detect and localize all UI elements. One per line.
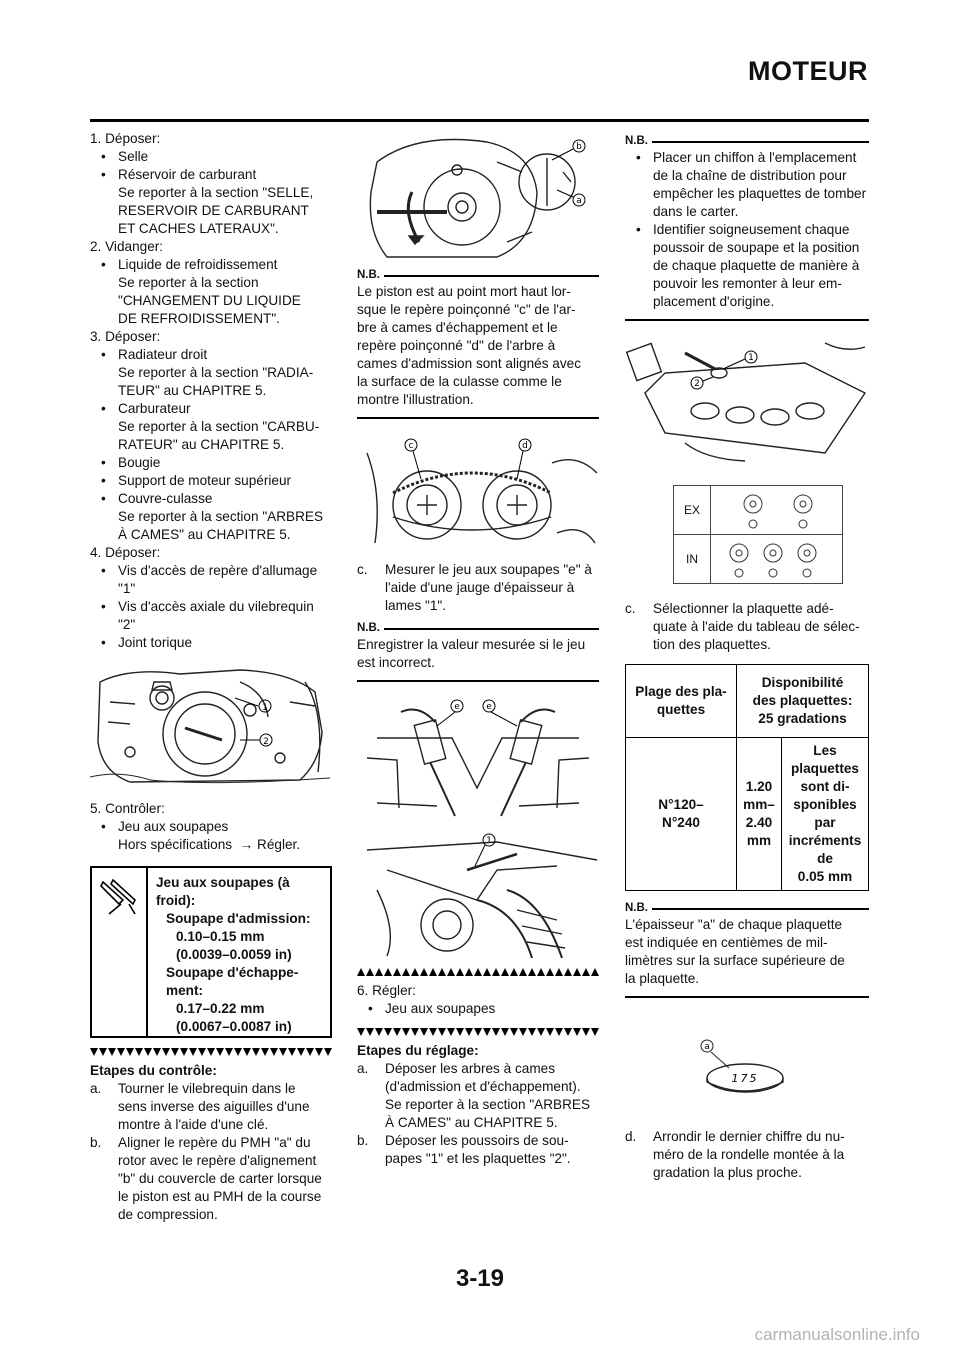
text-line: Mesurer le jeu aux soupapes "e" à (385, 562, 592, 577)
text-line: gradation la plus proche. (653, 1165, 802, 1180)
table-cell-range (626, 738, 737, 891)
triangle-mark (402, 968, 410, 976)
list-item: • Jeu aux soupapes (90, 818, 332, 836)
triangle-mark (402, 1028, 410, 1036)
callout-b: b (576, 142, 582, 152)
ref-line: Se reporter à la section "RADIA- (118, 365, 314, 380)
ref-line: "2" (118, 617, 136, 632)
triangle-mark (483, 968, 491, 976)
triangle-mark (519, 968, 527, 976)
list-item: • Carburateur (90, 400, 332, 418)
triangle-mark (366, 968, 374, 976)
text-line: À CAMES" au CHAPITRE 5. (385, 1115, 558, 1130)
text-line: "b" du couvercle de carter lorsque (118, 1171, 322, 1186)
adjust-label: Régler. (257, 837, 301, 852)
text-line: lames "1". (385, 598, 447, 613)
in-label: IN (674, 535, 711, 583)
list-item: • Radiateur droit (90, 346, 332, 364)
callout-c: c (408, 441, 414, 451)
ref-line: Se reporter à la section (118, 275, 259, 290)
ref-line: "CHANGEMENT DU LIQUIDE (118, 293, 301, 308)
figure-camshafts (357, 433, 599, 553)
cell-line: Plage des pla- (635, 684, 727, 699)
cell-line: Disponibilité (761, 675, 844, 690)
triangle-mark (225, 1048, 233, 1056)
feeler-gauge-drawing (357, 830, 599, 958)
step-5-title: 5. Contrôler: (90, 801, 165, 816)
list-item: • Selle (90, 148, 332, 166)
ref-line: TEUR" au CHAPITRE 5. (118, 383, 267, 398)
triangle-mark (429, 968, 437, 976)
note-line: est indiquée en centièmes de mil- (625, 935, 828, 950)
triangle-mark (270, 1048, 278, 1056)
triangle-mark (162, 1048, 170, 1056)
ref-line: Se reporter à la section "SELLE, (118, 185, 314, 200)
note-item: • Placer un chiffon à l'emplacement (625, 149, 869, 167)
list-item: • Support de moteur supérieur (90, 472, 332, 490)
header-rule (90, 119, 869, 122)
triangle-mark (537, 968, 545, 976)
text-line: Déposer les poussoirs de sou- (385, 1133, 569, 1148)
step-c: c. Mesurer le jeu aux soupapes "e" à l'aide d'une jauge d'épaisseur à lames "1". (357, 561, 599, 615)
text-line: quate à l'aide du tableau de sélec- (653, 619, 860, 634)
note-line: pouvoir les remonter à leur em- (653, 276, 842, 291)
spec-line: 0.10–0.15 mm (176, 929, 265, 944)
figure-tappets-shims (625, 333, 869, 463)
list-item: • Réservoir de carburant (90, 166, 332, 184)
step-2-title: 2. Vidanger: (90, 239, 164, 254)
triangle-mark (198, 1048, 206, 1056)
triangle-separator-up (357, 968, 599, 976)
ref-line (90, 836, 332, 854)
triangle-mark (465, 968, 473, 976)
text-line: Déposer les arbres à cames (385, 1061, 555, 1076)
triangle-mark (537, 1028, 545, 1036)
list-item: • Couvre-culasse (90, 490, 332, 508)
note-block-3 (625, 134, 869, 321)
note-block-2 (357, 621, 599, 682)
note-line: sque le repère poinçonné "c" de l'ar- (357, 302, 576, 317)
table-cell-increments (782, 738, 869, 891)
note-label: N.B. (357, 269, 380, 281)
triangle-mark (483, 1028, 491, 1036)
callout-e: e (486, 702, 492, 712)
cell-line: Les plaquettes (791, 743, 859, 776)
cell-line: mm– (743, 797, 775, 812)
text-line: l'aide d'une jauge d'épaisseur à (385, 580, 575, 595)
procedure-title: Etapes du réglage: (357, 1043, 479, 1058)
triangle-mark (384, 1028, 392, 1036)
spec-line: 0.17–0.22 mm (176, 1001, 265, 1016)
list-item: • Vis d'accès de repère d'allumage (90, 562, 332, 580)
text-line: Aligner le repère du PMH "a" du (118, 1135, 311, 1150)
spec-line: Soupape d'échappe- (166, 965, 299, 980)
text-line: le piston est au PMH de la course (118, 1189, 322, 1204)
step-a: a. Tourner le vilebrequin dans le sens inverse des aiguilles d'une montre à l'aide d'une clé. (90, 1080, 332, 1134)
text-line: rotor avec le repère d'alignement (118, 1153, 317, 1168)
triangle-mark (393, 1028, 401, 1036)
triangle-mark (108, 1048, 116, 1056)
triangle-mark (261, 1048, 269, 1056)
figure-rotor-alignment (357, 132, 599, 262)
text-line: sens inverse des aiguilles d'une (118, 1099, 310, 1114)
text-line: Se reporter à la section "ARBRES (385, 1097, 591, 1112)
text-line: Sélectionner la plaquette adé- (653, 601, 834, 616)
shim-number: 175 (731, 1072, 759, 1085)
rotor-alignment-drawing (357, 132, 599, 262)
column-2 (357, 130, 599, 1168)
spec-line: Soupape d'admission: (166, 911, 311, 926)
shim-drawing (625, 1034, 869, 1114)
exhaust-valve-positions (711, 486, 841, 534)
note-line: montre l'illustration. (357, 392, 474, 407)
triangle-mark (447, 968, 455, 976)
callout-1: 1 (262, 703, 268, 713)
triangle-mark (207, 1048, 215, 1056)
step-a: a. Déposer les arbres à cames (d'admission et d'échappement). Se reporter à la section "ARBRES À CAMES" au CHAPITRE 5. (357, 1060, 599, 1132)
list-item: • Jeu aux soupapes (357, 1000, 599, 1018)
cell-line: incréments de (788, 833, 862, 866)
step-b: b. Déposer les poussoirs de sou- papes "1" et les plaquettes "2". (357, 1132, 599, 1168)
list-item: • Joint torique (90, 634, 332, 652)
ref-line: Se reporter à la section "CARBU- (118, 419, 320, 434)
cell-line: 25 gradations (758, 711, 847, 726)
ex-label: EX (674, 486, 711, 534)
camshafts-drawing (357, 433, 599, 553)
cell-line: mm (746, 833, 772, 848)
triangle-mark (366, 1028, 374, 1036)
triangle-mark (438, 968, 446, 976)
triangle-mark (297, 1048, 305, 1056)
callout-a: a (576, 196, 582, 206)
triangle-mark (99, 1048, 107, 1056)
triangle-mark (315, 1048, 323, 1056)
callout-d: d (522, 441, 528, 451)
text-line: Tourner le vilebrequin dans le (118, 1081, 296, 1096)
step-1-title: 1. Déposer: (90, 131, 161, 146)
text-line: méro de la rondelle montée à la (653, 1147, 845, 1162)
triangle-mark (492, 1028, 500, 1036)
callout-1: 1 (748, 353, 754, 363)
figure-shim (625, 1034, 869, 1114)
triangle-mark (582, 1028, 590, 1036)
note-line: de chaque plaquette de manière à (653, 258, 860, 273)
triangle-mark (126, 1048, 134, 1056)
ref-line: RESERVOIR DE CARBURANT (118, 203, 309, 218)
triangle-mark (564, 968, 572, 976)
ref-line: RATEUR" au CHAPITRE 5. (118, 437, 285, 452)
list-item: • Vis d'accès axiale du vilebrequin (90, 598, 332, 616)
triangle-mark (411, 968, 419, 976)
cell-line: quettes (656, 702, 706, 717)
crankcase-cover-drawing (90, 662, 332, 786)
figure-feeler-gauge (357, 830, 599, 958)
intake-valve-positions (711, 535, 841, 583)
note-label: N.B. (625, 902, 648, 914)
valve-clearance-drawing (357, 698, 599, 820)
ref-line: À CAMES" au CHAPITRE 5. (118, 527, 291, 542)
note-item: • Identifier soigneusement chaque (625, 221, 869, 239)
triangle-mark (591, 968, 599, 976)
triangle-mark (420, 1028, 428, 1036)
triangle-mark (153, 1048, 161, 1056)
triangle-mark (306, 1048, 314, 1056)
note-line: repère poinçonné "d" de l'arbre à (357, 338, 556, 353)
step-c: c. Sélectionner la plaquette adé- quate à l'aide du tableau de sélec- tion des plaquettes. (625, 600, 869, 654)
triangle-mark (546, 968, 554, 976)
note-label: N.B. (625, 135, 648, 147)
triangle-mark (357, 1028, 365, 1036)
note-line: dans le carter. (653, 204, 739, 219)
note-line: placement d'origine. (653, 294, 775, 309)
callout-a: a (704, 1042, 710, 1052)
table-header-availability (737, 665, 869, 738)
text-line: tion des plaquettes. (653, 637, 771, 652)
triangle-mark (243, 1048, 251, 1056)
column-3 (625, 130, 869, 1182)
triangle-mark (564, 1028, 572, 1036)
triangle-mark (447, 1028, 455, 1036)
text-line: montre à l'aide d'une clé. (118, 1117, 269, 1132)
triangle-mark (393, 968, 401, 976)
triangle-mark (591, 1028, 599, 1036)
note-block-1 (357, 268, 599, 419)
text-line: Arrondir le dernier chiffre du nu- (653, 1129, 845, 1144)
ref-line: "1" (118, 581, 136, 596)
text-line: (d'admission et d'échappement). (385, 1079, 581, 1094)
callout-1: 1 (486, 836, 492, 846)
spec-line: froid): (156, 893, 196, 908)
text-line: de compression. (118, 1207, 218, 1222)
cell-line: des plaquettes: (752, 693, 853, 708)
out-of-spec-label: Hors spécifications (118, 837, 233, 852)
triangle-mark (171, 1048, 179, 1056)
triangle-mark (528, 968, 536, 976)
cell-line: 1.20 (745, 779, 773, 794)
triangle-mark (465, 1028, 473, 1036)
note-line: poussoir de soupape et la position (653, 240, 860, 255)
triangle-mark (234, 1048, 242, 1056)
triangle-mark (474, 1028, 482, 1036)
triangle-mark (216, 1048, 224, 1056)
figure-crankcase-cover (90, 662, 332, 786)
ref-line: Se reporter à la section "ARBRES (118, 509, 324, 524)
figure-valve-clearance (357, 698, 599, 820)
triangle-mark (375, 1028, 383, 1036)
triangle-mark (279, 1048, 287, 1056)
table-header-range (626, 665, 737, 738)
note-line: la plaquette. (625, 971, 700, 986)
triangle-separator-down (357, 1028, 599, 1036)
tappets-shims-drawing (625, 333, 869, 463)
page-title: MOTEUR (748, 56, 868, 86)
page-number: 3-19 (455, 1265, 505, 1292)
note-label: N.B. (357, 622, 380, 634)
triangle-mark (501, 1028, 509, 1036)
triangle-mark (252, 1048, 260, 1056)
step-6-title: 6. Régler: (357, 983, 416, 998)
arrow-right-icon: → (235, 837, 258, 852)
triangle-mark (519, 1028, 527, 1036)
triangle-mark (90, 1048, 98, 1056)
note-line: cames d'admission sont alignés avec (357, 356, 581, 371)
note-line: Enregistrer la valeur mesurée si le jeu (357, 637, 586, 652)
note-block-4 (625, 901, 869, 998)
triangle-mark (324, 1048, 332, 1056)
note-line: limètres sur la surface supérieure de (625, 953, 845, 968)
note-line: est incorrect. (357, 655, 435, 670)
list-item: • Bougie (90, 454, 332, 472)
note-line: Le piston est au point mort haut lor- (357, 284, 571, 299)
triangle-mark (135, 1048, 143, 1056)
note-line: empêcher les plaquettes de tomber (653, 186, 867, 201)
triangle-mark (492, 968, 500, 976)
triangle-mark (555, 1028, 563, 1036)
step-3-title: 3. Déposer: (90, 329, 161, 344)
triangle-mark (456, 968, 464, 976)
feeler-gauge-icon (92, 868, 148, 1036)
watermark: carmanualsonline.info (754, 1325, 920, 1344)
spec-line: ment: (166, 983, 204, 998)
triangle-mark (438, 1028, 446, 1036)
triangle-mark (429, 1028, 437, 1036)
cell-line: N°120– (658, 797, 704, 812)
triangle-mark (501, 968, 509, 976)
note-line: de la chaîne de distribution pour (653, 168, 847, 183)
cell-line: 0.05 mm (797, 869, 853, 884)
callout-e: e (454, 702, 460, 712)
triangle-mark (555, 968, 563, 976)
triangle-mark (573, 968, 581, 976)
spec-box (90, 866, 332, 1038)
triangle-mark (384, 968, 392, 976)
triangle-mark (144, 1048, 152, 1056)
triangle-mark (573, 1028, 581, 1036)
triangle-mark (411, 1028, 419, 1036)
spec-text (148, 868, 314, 1036)
list-item: • Liquide de refroidissement (90, 256, 332, 274)
spec-line: (0.0039–0.0059 in) (176, 947, 292, 962)
triangle-mark (510, 968, 518, 976)
note-line: bre à cames d'échappement et le (357, 320, 558, 335)
step-d: d. Arrondir le dernier chiffre du nu- méro de la rondelle montée à la gradation la plus proche. (625, 1128, 869, 1182)
spec-line: Jeu aux soupapes (à (156, 875, 290, 890)
step-b: b. Aligner le repère du PMH "a" du rotor avec le repère d'alignement "b" du couvercle de carter lorsque le piston est au PMH de la course de compression. (90, 1134, 332, 1224)
triangle-mark (456, 1028, 464, 1036)
ref-line: DE REFROIDISSEMENT". (118, 311, 280, 326)
cell-line: sont di- (800, 779, 850, 794)
note-line: la surface de la culasse comme le (357, 374, 562, 389)
triangle-mark (375, 968, 383, 976)
callout-2: 2 (263, 737, 269, 747)
cell-line: N°240 (662, 815, 700, 830)
triangle-mark (546, 1028, 554, 1036)
spec-line: (0.0067–0.0087 in) (176, 1019, 292, 1034)
shim-selection-table (625, 664, 869, 891)
procedure-title: Etapes du contrôle: (90, 1063, 217, 1078)
triangle-separator-down (90, 1048, 332, 1056)
triangle-mark (528, 1028, 536, 1036)
callout-2: 2 (694, 379, 700, 389)
table-cell-thickness (737, 738, 782, 891)
triangle-mark (357, 968, 365, 976)
triangle-mark (117, 1048, 125, 1056)
cell-line: 2.40 (745, 815, 773, 830)
note-line: L'épaisseur "a" de chaque plaquette (625, 917, 843, 932)
triangle-mark (582, 968, 590, 976)
column-1 (90, 130, 332, 1224)
triangle-mark (189, 1048, 197, 1056)
shim-position-diagram (673, 485, 843, 584)
cell-line: sponibles par (793, 797, 857, 830)
triangle-mark (180, 1048, 188, 1056)
triangle-mark (510, 1028, 518, 1036)
ref-line: ET CACHES LATERAUX". (118, 221, 279, 236)
triangle-mark (420, 968, 428, 976)
text-line: papes "1" et les plaquettes "2". (385, 1151, 571, 1166)
step-4-title: 4. Déposer: (90, 545, 161, 560)
triangle-mark (288, 1048, 296, 1056)
triangle-mark (474, 968, 482, 976)
